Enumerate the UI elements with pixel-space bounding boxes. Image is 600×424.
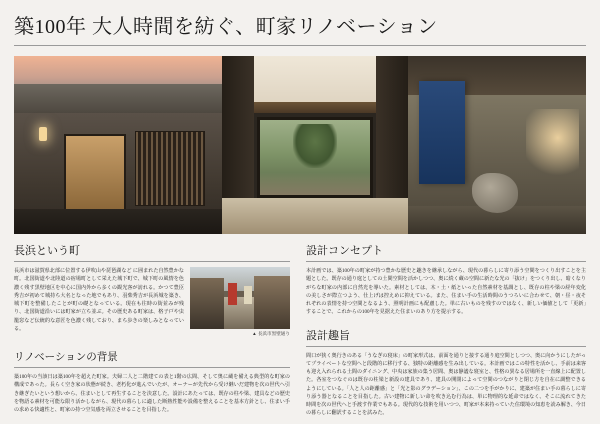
hero-image-band — [14, 56, 586, 234]
hero-image-interior-garden-view — [222, 56, 408, 234]
section-body-intent: 間口が狭く奥行きのある「うなぎの寝床」の町家形式は、前面を通りと接する通り庭空間としつつ、奥に向かうにしたがってプライベートな空間へと段階的に移行する、独特の距離感を生み出している。本計画ではこの特性を活かし、手前は来客も迎え入れられる土間のダイニング、中央は家族の集う居間、奥は静謐な寝室と、性格の異なる居場所を一直線上に配置した。各室をつなぐのは既存の柱梁と新設の建具であり、建具の開閉によって空間のつながりと閉じ方を自在に調整できるようにしている。「人と人の距離感」と「光と影のグラデーション」、この二つを手がかりに、建築が住まい手の暮らしに寄り添う器となることを目指した。古い建物に新しい命を吹き込む行為は、単に物理的な延命ではなく、そこに流れてきた時間を次の世代へと手渡す作業でもある。現代的な技術を用いつつ、町家が本来持っていた住環境の知恵を読み解き、今日の暮らしに翻訳することを試みた。 — [306, 352, 587, 417]
section-divider-concept — [306, 261, 586, 262]
section-body-concept: 本計画では、築100年の町家が持つ豊かな歴史と趣きを継承しながら、現代の暮らしに寄り添う空間をつくり出すことを主題とした。既存の通り庭としての土間空間を活かしつつ、奥に続く蔵の空間に新たな光の「抜け」をつくり出し、暗くなりがちな町家の内部に自然光を導いた。素材としては、木・土・紙といった自然素材を基調とし、既存の柱や梁の経年変化の美しさが際立つよう、仕上げは控えめに抑えている。また、住まい手の生活時間のうつろいに合わせて、朝・昼・夜それぞれの表情を持つ空間となるよう、照明計画にも配慮した。単に古いものを残すのではなく、新しい価値として「更新」することで、これからの100年を見据えた住まいのあり方を提示する。 — [306, 268, 586, 316]
thumbnail-caption: ▲ 長浜市黒壁通り — [252, 331, 290, 336]
page-title: 築100年 大人時間を紡ぐ、町家リノベーション — [14, 16, 438, 38]
title-divider — [14, 45, 586, 46]
section-heading-concept: 設計コンセプト — [306, 245, 383, 257]
section-heading-background: リノベーションの背景 — [14, 352, 118, 363]
right-column — [306, 242, 586, 418]
section-body-town: 長浜市は滋賀県北部に位置する伊吹山や琵琶湖など に囲まれた自然豊かな町。北国街道や北陸道の宿場町として栄えた城下町で、城下町の風情を色濃く残す黒壁地区を中心に国内外から多くの観光客が訪れる。かつて豊臣秀吉が初めて城持ち大名となった地でもあり、羽柴秀吉が長浜城を築き、城下町を整備したことが町の礎となっている。現在も往時の街並みが残り、北国街道沿いには町家が立ち並ぶ。その歴史ある町家は、格子戸や虫籠窓など伝統的な意匠を色濃く残しており、まち歩きの楽しみとなっている。 — [14, 268, 184, 332]
hero-image-courtyard-noren — [408, 56, 586, 234]
hero-image-machiya-exterior-dusk — [14, 56, 222, 234]
thumbnail-kurokabe-street — [190, 267, 290, 329]
section-body-background: 築100年の当該日は築100年を超えた町家。夫婦二人と二階建ての表と1階の広間、そして奥に蔵を備える典型的な町家の構成であった。長らく空き家の状態が続き、老朽化が進んでいたが、オーナーが先代から受け継いだ建物を次の世代へ引き継ぎたいという想いから、住まいとして再生することを決意した。設計にあたっては、既存の柱や梁、建具などの歴史を物語る素材を可能な限り活かしながら、現代の暮らしに適した断熱性能や設備を整えることを基本方針とし、住まい手の求める快適性と、町家の持つ空気感を両立させることを目指した。 — [14, 374, 290, 413]
left-column — [14, 242, 290, 414]
section-divider-background — [14, 367, 290, 368]
section-heading-town: 長浜という町 — [14, 245, 80, 257]
section-divider-intent — [306, 346, 586, 347]
section-heading-intent: 設計趣旨 — [306, 329, 350, 342]
section-divider-town — [14, 261, 290, 262]
